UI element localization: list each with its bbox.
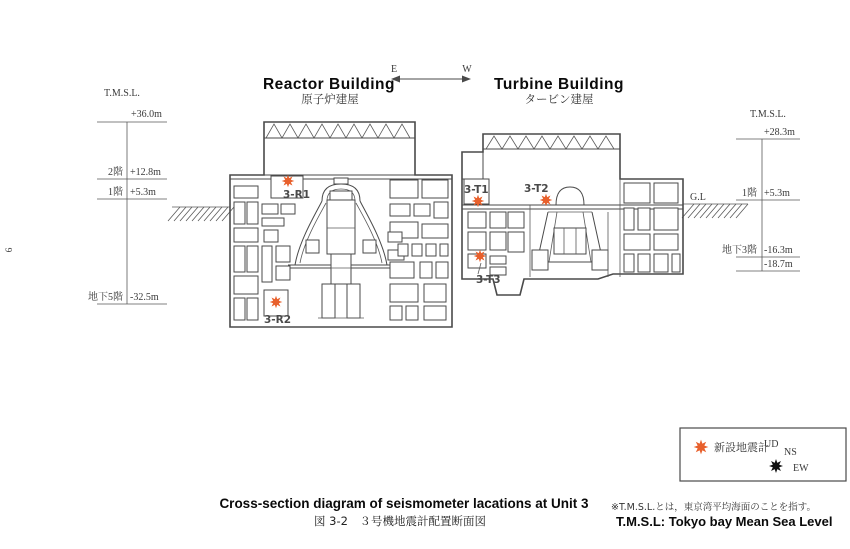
right-elevation-scale [690,109,800,271]
legend-box [680,428,846,481]
legend-axis-ew: EW [793,463,809,474]
left-scale-title: T.M.S.L. [104,88,140,99]
ground-hatch-left [168,207,234,221]
right-tick-floor: 1階 [742,188,757,199]
turbine-title-en: Turbine Building [494,76,624,93]
tmsl-note-en: T.M.S.L: Tokyo bay Mean Sea Level [616,514,833,529]
legend-axis-ns: NS [784,447,797,458]
right-tick-floor: 地下3階 [722,245,757,256]
page-number: 6 [5,247,15,253]
left-tick-floor: 地下5階 [88,292,123,303]
figure-caption-en: Cross-section diagram of seismometer lacations at Unit 3 [219,496,589,511]
left-tick-value: +12.8m [130,167,161,178]
right-tick-value: -18.7m [764,259,793,270]
turbine-building [462,76,683,295]
compass-east-label: E [390,64,398,75]
turbine-title-jp: タービン建屋 [524,92,594,106]
right-tick-value: +28.3m [764,127,795,138]
left-tick-floor: 2階 [108,167,123,178]
legend-axis-ud: UD [764,439,779,450]
left-elevation-scale [88,88,167,304]
left-tick-floor: 1階 [108,187,123,198]
figure-caption-jp: 図 3-2 ３号機地震計配置断面図 [314,514,486,528]
reactor-title-en: Reactor Building [262,76,396,93]
left-tick-value: +36.0m [131,109,162,120]
sensor-label-3T1: 3-T1 [464,184,489,196]
ground-level-label: G.L [690,192,706,203]
right-scale-title: T.M.S.L. [750,109,786,120]
reactor-title-jp: 原子炉建屋 [301,92,359,106]
reactor-building [230,76,452,327]
sensor-label-3T3: 3-T3 [476,274,501,286]
sensor-label-3R1: 3-R1 [283,189,311,201]
tmsl-note-jp: ※T.M.S.L.とは，東京湾平均海面のことを指す。 [611,502,816,513]
left-tick-value: -32.5m [130,292,159,303]
sensor-label-3T2: 3-T2 [524,183,549,195]
compass [391,64,472,83]
legend-marker-label: 新設地震計 [714,441,769,454]
ground-hatch-right [682,204,748,218]
right-tick-value: +5.3m [764,188,790,199]
arrow-head-west-icon [462,76,471,83]
sensor-label-3R2: 3-R2 [264,314,292,326]
compass-west-label: W [462,64,472,75]
right-tick-value: -16.3m [764,245,793,256]
left-tick-value: +5.3m [130,187,156,198]
